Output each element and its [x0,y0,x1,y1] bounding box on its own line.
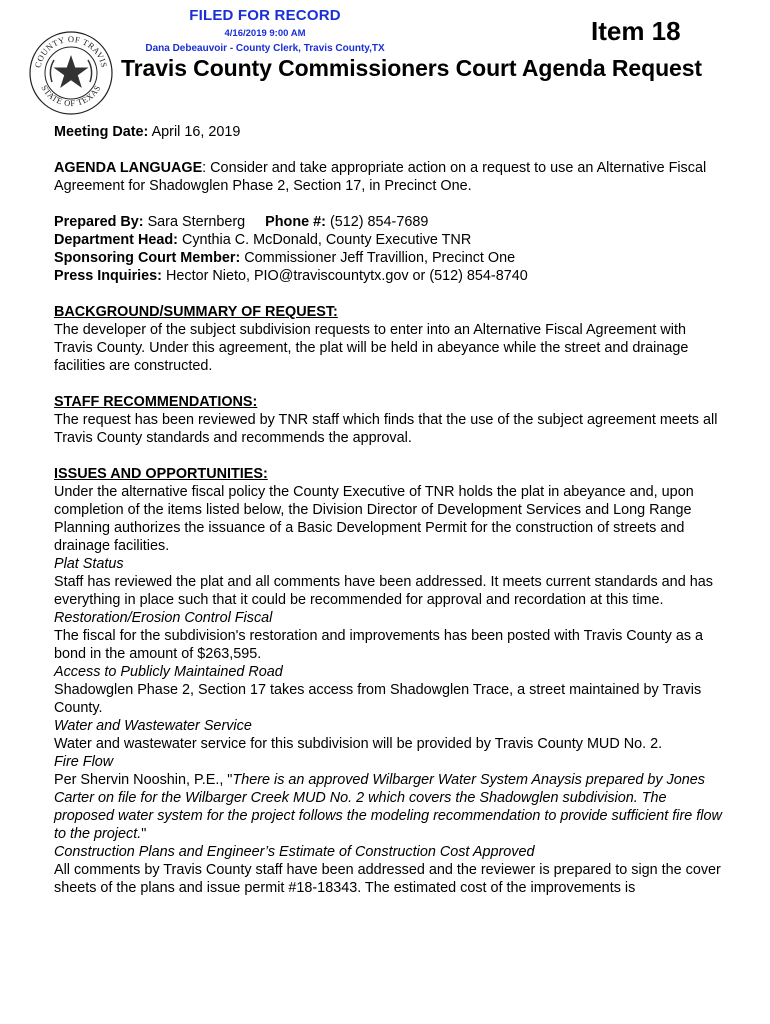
item-number: Item 18 [591,16,681,46]
meeting-date-label: Meeting Date: [54,124,149,140]
stamp-datetime: 4/16/2019 9:00 AM [224,28,306,39]
department-head-line [54,231,724,249]
plat-status-text: Staff has reviewed the plat and all comments have been addressed. It meets current standards and has everything in place such that it could be recommended for approval and recordation at this time. [54,574,713,608]
fire-flow-lead: Per Shervin Nooshin, P.E., " [54,772,233,788]
prepared-by-label: Prepared By: [54,214,144,230]
agenda-body [54,123,724,897]
staff-heading: STAFF RECOMMENDATIONS: [54,394,258,410]
department-head-label: Department Head: [54,232,178,248]
meeting-date-line [54,123,724,141]
meeting-date-value: April 16, 2019 [151,124,241,140]
water-text: Water and wastewater service for this subdivision will be provided by Travis County MUD No. 2. [54,736,663,752]
phone-value: (512) 854-7689 [329,214,429,230]
press-label: Press Inquiries: [54,268,162,284]
press-line [54,267,724,285]
press-value: Hector Nieto, PIO@traviscountytx.gov or (512) 854-8740 [165,268,528,284]
stamp-clerk: Dana Debeauvoir - County Clerk, Travis County,TX [145,43,385,54]
department-head-value: Cynthia C. McDonald, County Executive TNR [181,232,472,248]
access-title: Access to Publicly Maintained Road [54,664,283,680]
staff-text: The request has been reviewed by TNR staff which finds that the use of the subject agreement meets all Travis County standards and recommends the approval. [54,412,718,446]
access-text: Shadowglen Phase 2, Section 17 takes access from Shadowglen Trace, a street maintained by Travis County. [54,682,702,716]
construction-plans-title: Construction Plans and Engineer’s Estimate of Construction Cost Approved [54,844,535,860]
agenda-language-text: : Consider and take appropriate action on a request to use an Alternative Fiscal Agreement for Shadowglen Phase 2, Section 17, in Precinct One. [54,160,707,194]
sponsor-value: Commissioner Jeff Travillion, Precinct One [244,250,516,266]
fire-flow-text [54,771,724,843]
county-seal-icon [28,30,114,116]
issues-heading: ISSUES AND OPPORTUNITIES: [54,466,268,482]
plat-status-title: Plat Status [54,556,124,572]
restoration-title: Restoration/Erosion Control Fiscal [54,610,273,626]
issues-text: Under the alternative fiscal policy the County Executive of TNR holds the plat in abeyance and, upon completion of the items listed below, the Division Director of Development Services and Long Range Planning authorizes the issuance of a Basic Development Permit for the construction of streets and drainage facilities. [54,484,694,554]
page-title: Travis County Commissioners Court Agenda Request [121,55,702,81]
fire-flow-quote: There is an approved Wilbarger Water System Anaysis prepared by Jones Carter on file for the Wilbarger Creek MUD No. 2 which covers the Shadowglen subdivision. The proposed water system for the project follows the modeling recommendation to provide sufficient fire flow to the project. [54,772,722,842]
prepared-by-line [54,213,724,231]
seal-bottom-text: STATE OF TEXAS [39,83,103,109]
agenda-language [54,159,724,195]
seal-top-text: COUNTY OF TRAVIS [32,33,110,69]
background-text: The developer of the subject subdivision requests to enter into an Alternative Fiscal Agreement with Travis County. Under this agreement, the plat will be held in abeyance while the street and drainage facilities are constructed. [54,322,689,374]
sponsor-label: Sponsoring Court Member: [54,250,241,266]
fire-flow-title: Fire Flow [54,754,114,770]
agenda-language-label: AGENDA LANGUAGE [54,160,203,176]
phone-label: Phone #: [265,214,326,230]
stamp-title: FILED FOR RECORD [189,7,341,24]
restoration-text: The fiscal for the subdivision's restoration and improvements has been posted with Travis County as a bond in the amount of $263,595. [54,628,704,662]
fire-flow-end: " [141,826,147,842]
water-title: Water and Wastewater Service [54,718,252,734]
prepared-by-value: Sara Sternberg [147,214,246,230]
svg-text:STATE OF TEXAS [39,83,102,108]
sponsor-line [54,249,724,267]
filed-for-record-stamp [130,7,400,54]
background-heading: BACKGROUND/SUMMARY OF REQUEST: [54,304,338,320]
construction-plans-text: All comments by Travis County staff have been addressed and the reviewer is prepared to sign the cover sheets of the plans and issue permit #18-18343. The estimated cost of the improvements is [54,862,721,896]
